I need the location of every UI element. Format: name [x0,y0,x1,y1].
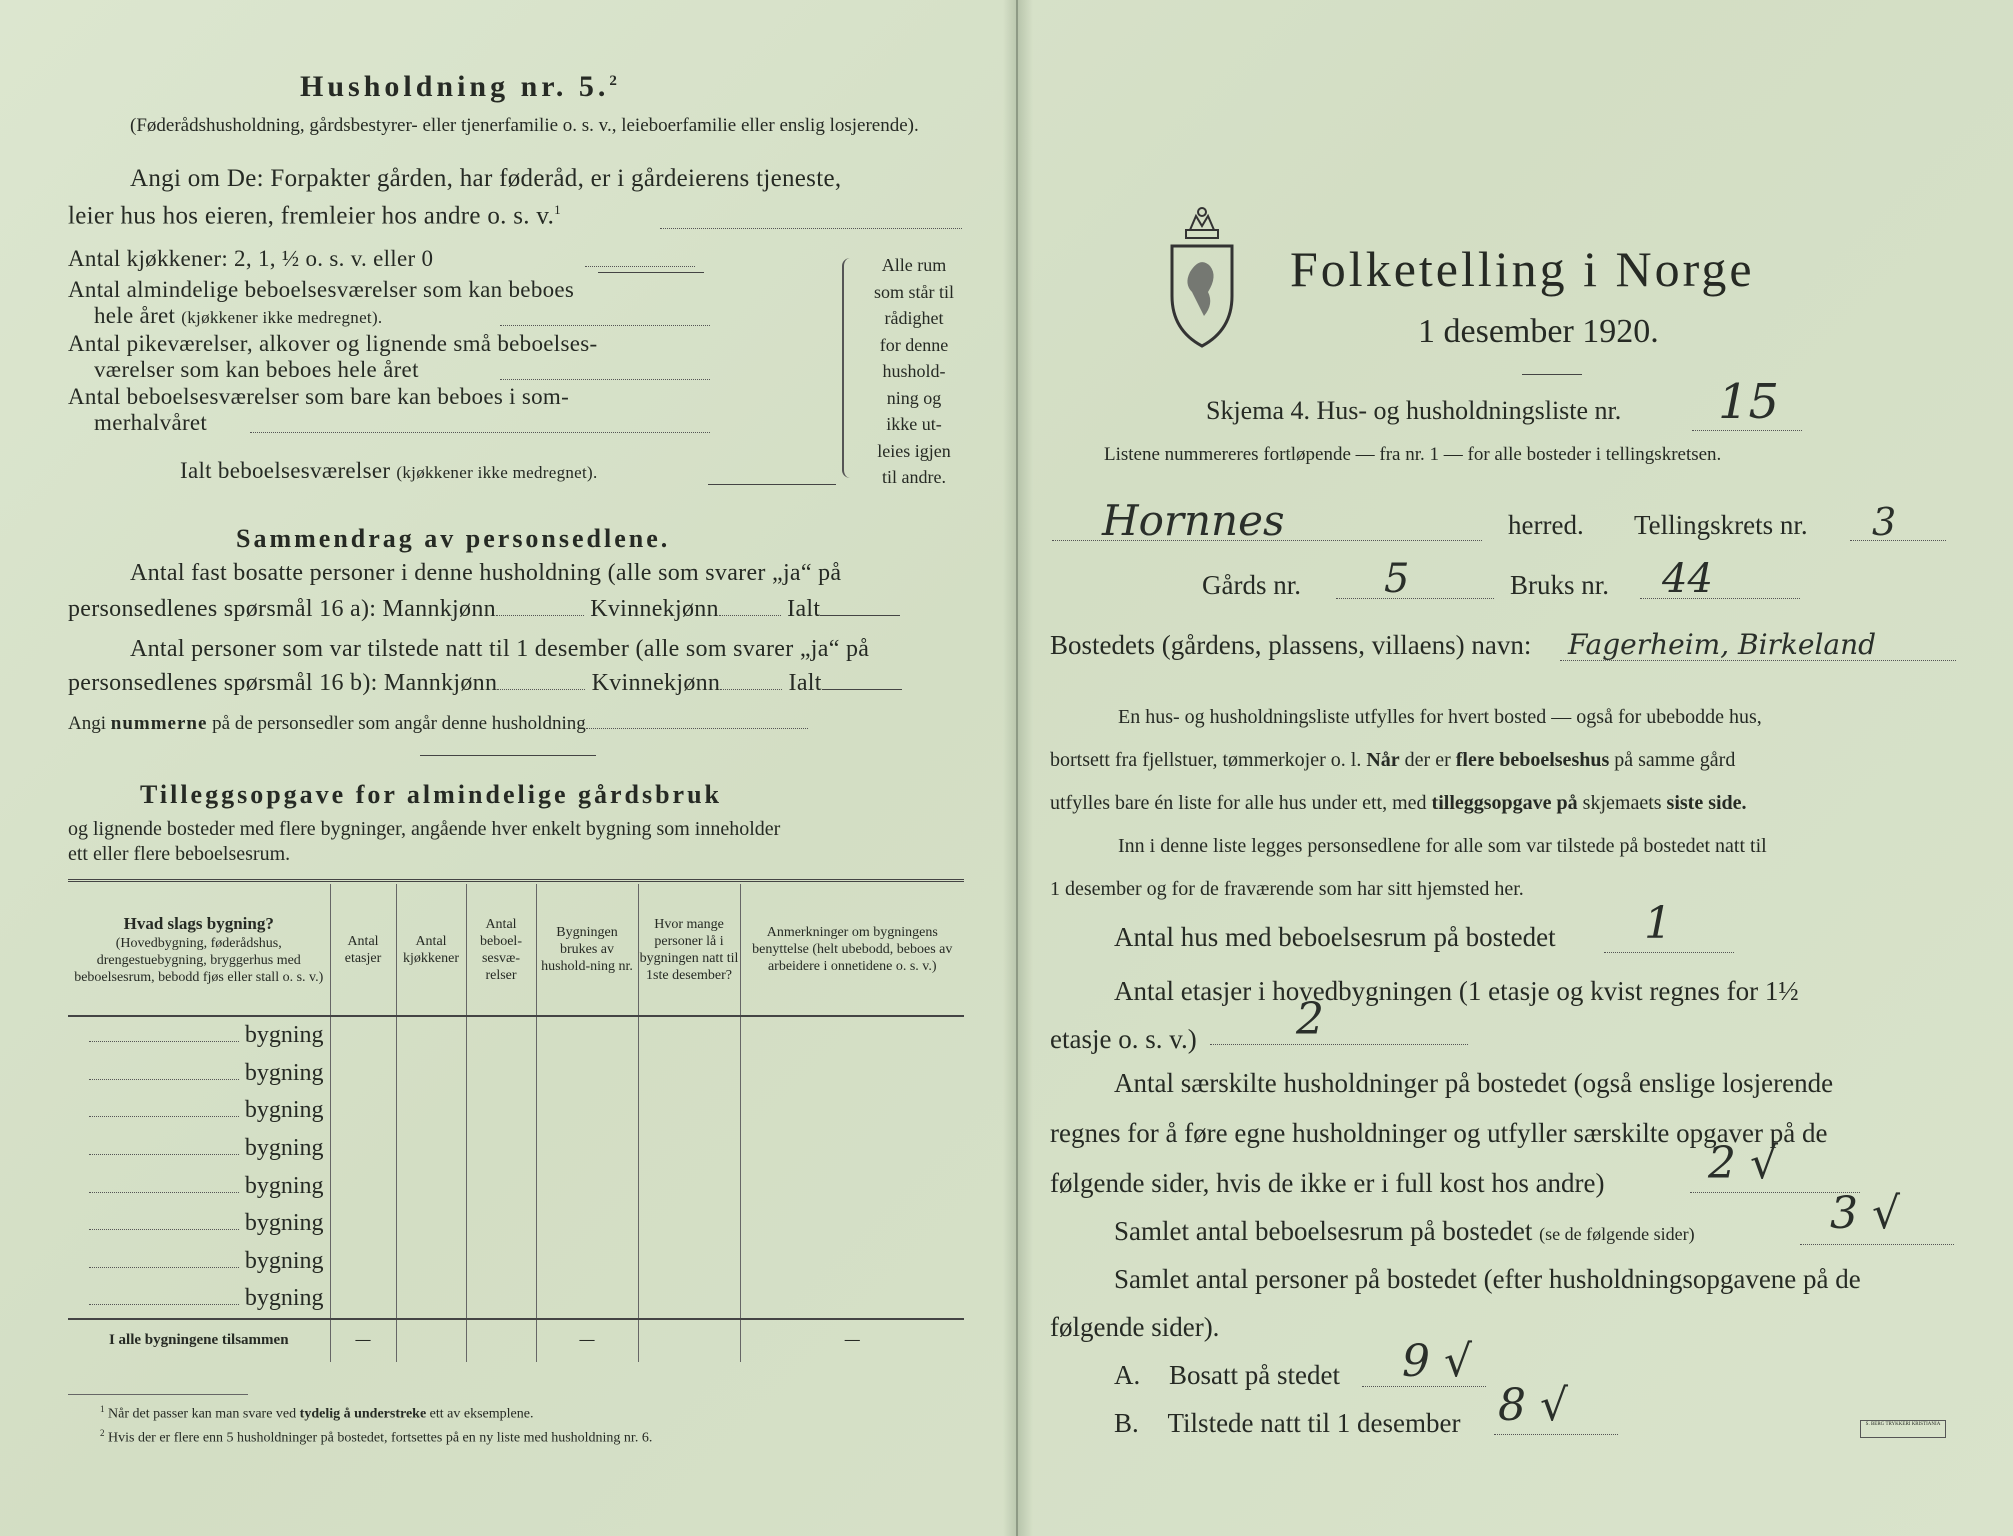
total-rooms: Ialt beboelsesværelser (kjøkkener ikke medregnet). [180,458,598,483]
schema-answer-line [1692,430,1802,431]
census-date: 1 desember 1920. [1418,313,1659,350]
kitchens-dots [585,266,695,267]
intro-answer-line [660,228,962,229]
table-row: bygning [68,1055,964,1093]
table-top-rule [68,879,964,882]
gards-value: 5 [1384,556,1410,602]
maid-rooms-2: værelser som kan beboes hele året [94,357,419,382]
schema-line: Skjema 4. Hus- og husholdningsliste nr. [1206,396,1622,425]
buildings-table [68,884,964,1362]
col-building-type: Hvad slags bygning? (Hovedbygning, føderådshus, drengestuebygning, bryggerhus med beboelsesrum, bebodd fjøs eller stall o. s. v.) [68,884,330,1016]
households-line-1: Antal særskilte husholdninger på bostedet (også enslige losjerende [1114,1068,1834,1098]
left-title: Husholdning nr. 5.$^2$ [300,70,621,103]
floors-answer-line [1210,1044,1468,1045]
present-row: B. Tilstede natt til 1 desember [1114,1408,1461,1438]
col-rooms: Antal beboel-sesvæ-relser [466,884,536,1016]
table-row: bygning [68,1280,964,1319]
houses-label: Antal hus med beboelsesrum på bostedet [1114,922,1556,952]
table-row: bygning [68,1205,964,1243]
title-footnote-mark: 2 [609,73,621,89]
herred-label: herred. [1508,510,1584,540]
table-row: bygning [68,1167,964,1205]
total-rooms-line: Samlet antal beboelsesrum på bostedet (se de følgende sider) [1114,1216,1695,1246]
ordinary-rooms-1: Antal almindelige beboelsesværelser som kan beboes [68,277,575,302]
table-total-row: I alle bygningene tilsammen — — — [68,1319,964,1362]
page-fold [1003,0,1033,1536]
table-header-row [68,884,964,1016]
maid-dots [500,379,710,380]
resident-value: 9 √ [1402,1336,1473,1387]
present-answer-line [1494,1434,1618,1435]
present-value: 8 √ [1498,1380,1569,1431]
households-line-2: regnes for å føre egne husholdninger og utfyller særskilte opgaver på de [1050,1118,1828,1148]
title-separator [1522,374,1582,375]
intro-question-1: Angi om De: Forpakter gården, har føderåd, er i gårdeierens tjeneste, [130,165,842,192]
col-household: Bygningen brukes av hushold-ning nr. [536,884,638,1016]
floors-value: 2 [1296,994,1324,1045]
krets-value: 3 [1872,500,1897,544]
bruks-value: 44 [1662,556,1713,602]
total-rooms-answer [708,484,836,485]
summer-dots [250,432,710,433]
footnotes: $^1$ Når det passer kan man svare ved tydelig å understreke ett av eksemplene. $^2$ Hvis der er flere enn 5 husholdninger på bostedet, fortsettes på en ny liste med husholdning nr. 6. [100,1404,653,1446]
table-row: bygning [68,1092,964,1130]
bruks-label: Bruks nr. [1510,570,1610,600]
krets-label: Tellingskrets nr. [1634,510,1808,540]
herred-value: Hornnes [1102,496,1285,545]
gards-line [1336,598,1494,599]
col-kitchens: Antal kjøkkener [396,884,466,1016]
left-intro-note: (Føderådshusholdning, gårdsbestyrer- eller tjenerfamilie o. s. v., leieboerfamilie eller enslig losjerende). [130,115,919,136]
kitchens-answer [598,272,704,273]
rooms-brace [842,258,854,478]
col-persons: Hvor mange personer lå i bygningen natt til 1ste desember? [638,884,740,1016]
bosted-value: Fagerheim, Birkeland [1568,628,1877,661]
floors-line-2: etasje o. s. v.) [1050,1024,1197,1054]
krets-line [1850,540,1946,541]
gards-label: Gårds nr. [1202,570,1301,600]
col-floors: Antal etasjer [330,884,396,1016]
intro-question-2: leier hus hos eieren, fremleier hos andre o. s. v.$^1$ [68,202,561,230]
kitchens-label: Antal kjøkkener: 2, 1, ½ o. s. v. eller 0 [68,246,434,271]
present-line-1: Antal personer som var tilstede natt til 1 desember (alle som svarer „ja“ på [130,636,870,662]
houses-line [1604,952,1734,953]
total-rooms-answer-line [1800,1244,1954,1245]
maid-rooms-1: Antal pikeværelser, alkover og lignende små beboelses- [68,331,598,356]
resident-row: A. Bosatt på stedet [1114,1360,1340,1390]
total-label: I alle bygningene tilsammen [68,1319,330,1362]
numbers-line: Angi nummerne på de personsedler som angår denne husholdning [68,713,808,735]
norway-coat-of-arms [1166,200,1238,350]
addendum-text-2: ett eller flere beboelsesrum. [68,843,291,865]
table-row: bygning [68,1016,964,1055]
total-rooms-value: 3 √ [1830,1188,1901,1239]
bosted-label: Bostedets (gårdens, plassens, villaens) navn: [1050,630,1532,660]
schema-note: Listene nummereres fortløpende — fra nr. 1 — for alle bosteder i tellingskretsen. [1104,444,1722,465]
summary-heading: Sammendrag av personsedlene. [236,524,671,553]
persons-line-2: følgende sider). [1050,1312,1220,1342]
footnote-rule [68,1394,248,1395]
rooms-side-note: Alle rum som står til rådighet for denne hushold- ning og ikke ut- leies igjen til andre. [874,255,954,487]
households-value: 2 √ [1708,1138,1779,1189]
section-separator [420,755,596,756]
form-title: Folketelling i Norge [1290,241,1755,297]
page-fold-line [1016,0,1018,1536]
ordinary-dots [500,325,710,326]
floors-line-1: Antal etasjer i hovedbygningen (1 etasje og kvist regnes for 1½ [1114,976,1799,1006]
printer-stamp: S. BERG TRYKKERI KRISTIANIA [1860,1420,1946,1438]
addendum-heading: Tilleggsopgave for almindelige gårdsbruk [140,780,723,809]
instructions: En hus- og husholdningsliste utfylles for hvert bosted — også for ubebodde hus, bortsett fra fjellstuer, tømmerkojer o. l. Når der er flere beboelseshus på samme gård utfylles bare én liste for alle hus under ett, med tilleggsopgave på skjemaets siste side. Inn i denne liste legges personsedlene for alle som var tilstede på bostedet natt til 1 desember og for de fraværende som har sitt hjemsted her. [1050,706,1767,900]
resident-line-2: personsedlenes spørsmål 16 a): Mannkjønn Kvinnekjønn Ialt [68,596,900,623]
addendum-text-1: og lignende bosteder med flere bygninger, angående hver enkelt bygning som inneholder [68,818,781,840]
households-line-3: følgende sider, hvis de ikke er i full kost hos andre) [1050,1168,1605,1198]
table-row: bygning [68,1130,964,1168]
resident-line-1: Antal fast bosatte personer i denne husholdning (alle som svarer „ja“ på [130,560,842,586]
houses-value: 1 [1644,898,1672,949]
summer-rooms-1: Antal beboelsesværelser som bare kan beboes i som- [68,384,570,409]
persons-line-1: Samlet antal personer på bostedet (efter husholdningsopgavene på de [1114,1264,1861,1294]
table-row: bygning [68,1243,964,1281]
present-line-2: personsedlenes spørsmål 16 b): Mannkjønn Kvinnekjønn Ialt [68,670,902,697]
ordinary-rooms-2: hele året (kjøkkener ikke medregnet). [94,303,383,328]
summer-rooms-2: merhalvåret [94,410,208,435]
schema-number: 15 [1718,374,1780,430]
col-remarks: Anmerkninger om bygningens benyttelse (helt ubebodd, beboes av arbeidere i onnetidene o. s. v.) [740,884,964,1016]
